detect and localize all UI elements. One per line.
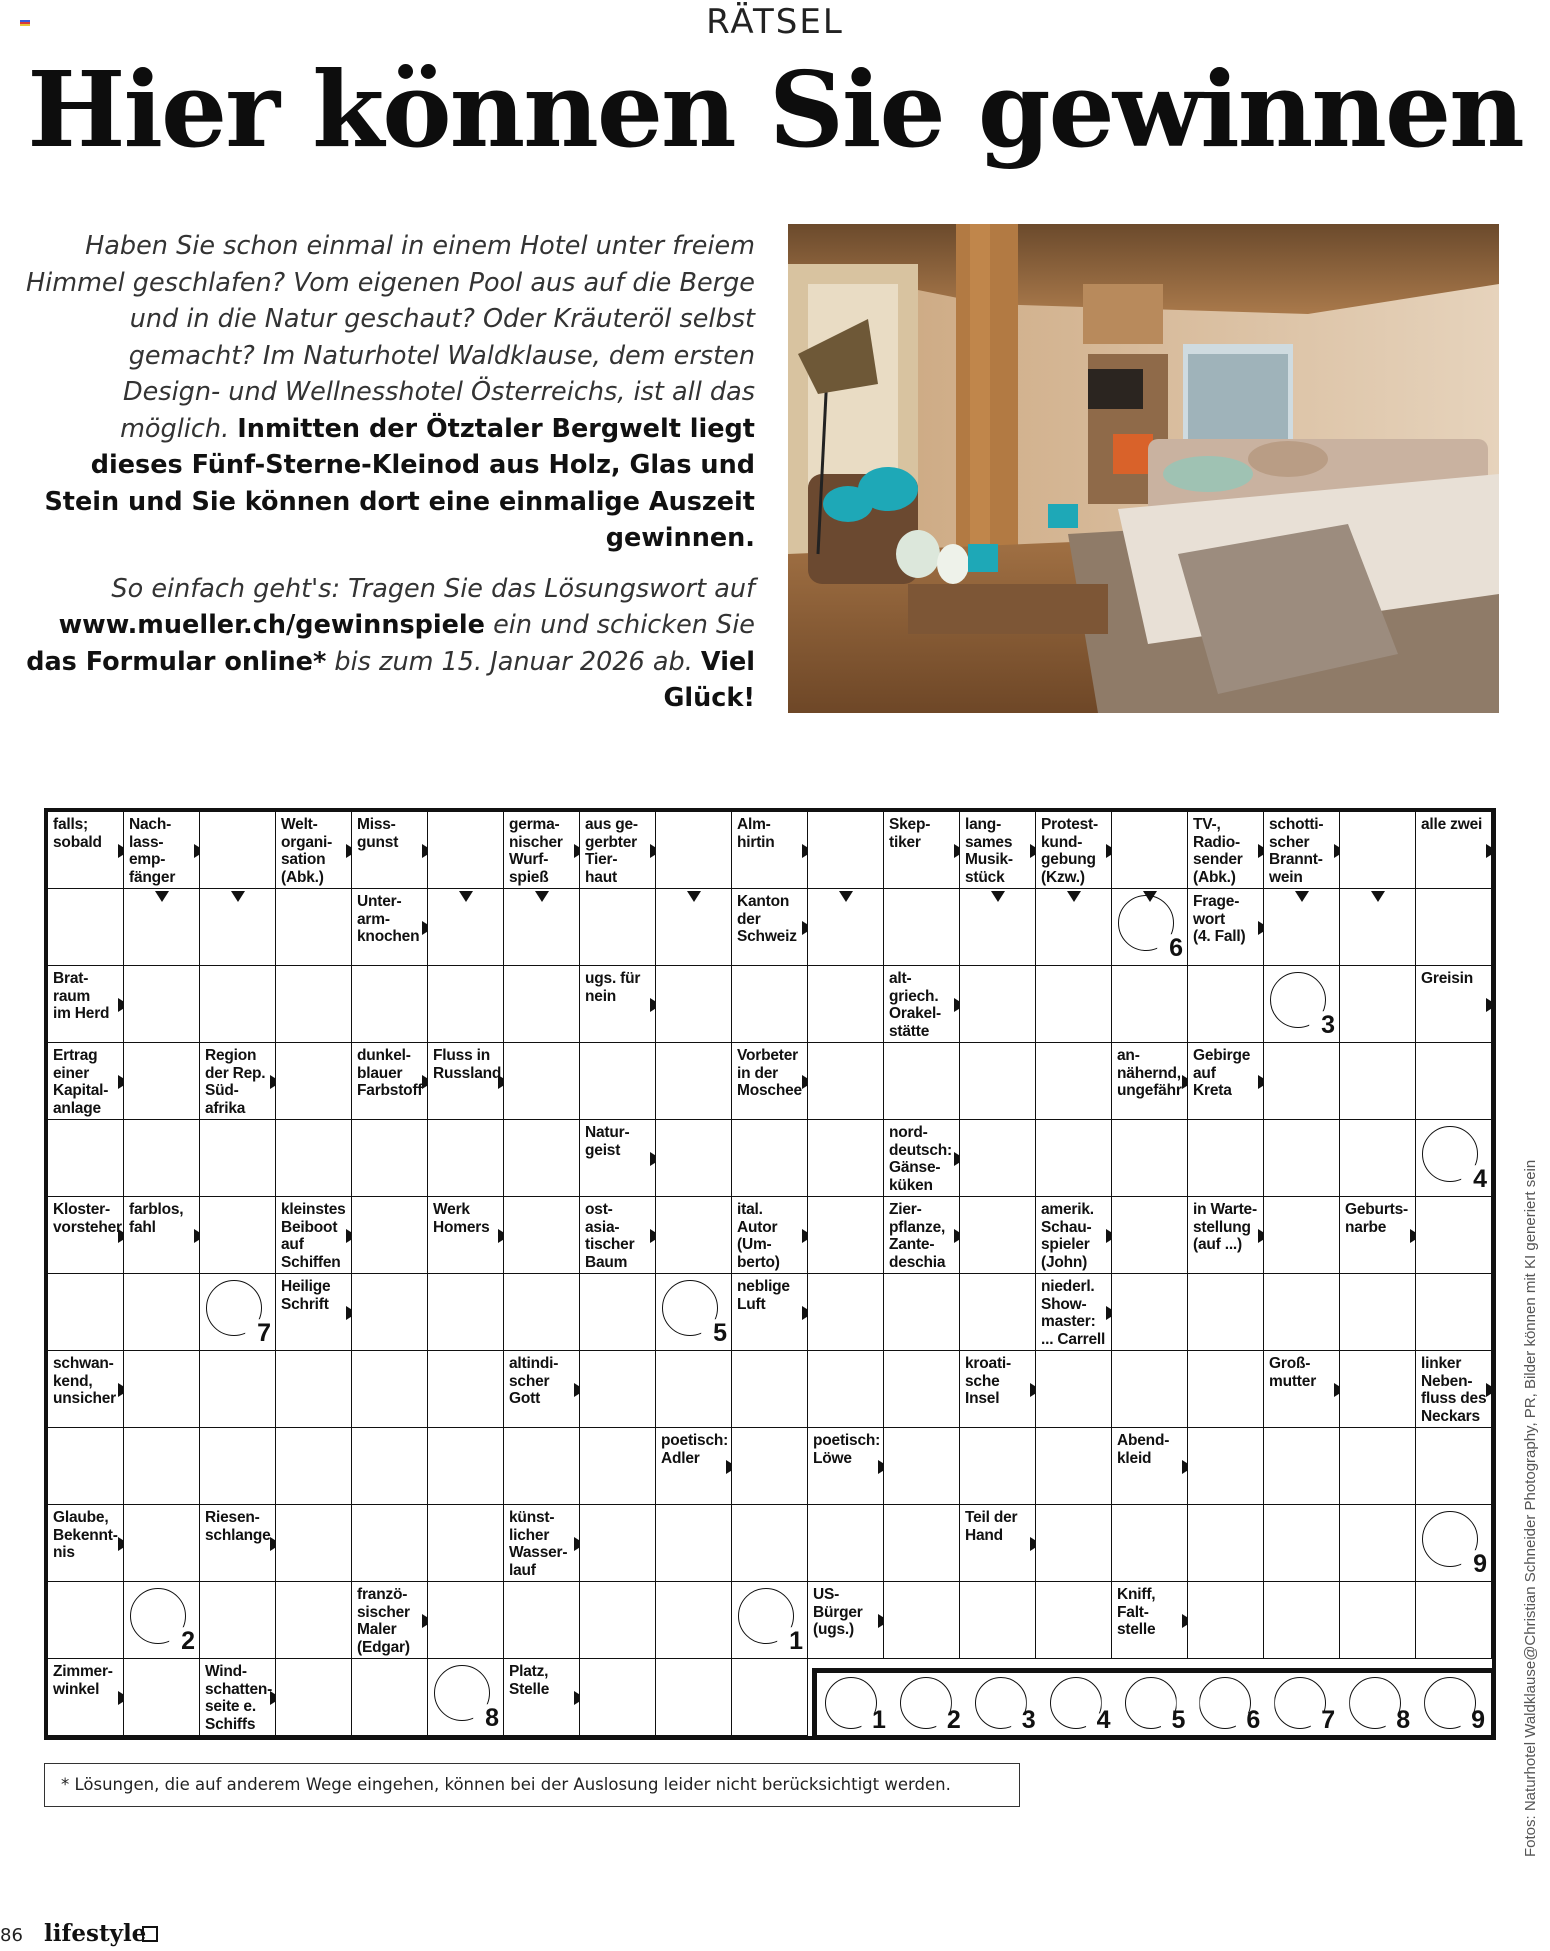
clue-cell: Glaube, Bekennt- nis bbox=[48, 1505, 124, 1582]
answer-cell[interactable] bbox=[1416, 889, 1492, 966]
clue-cell: Miss- gunst bbox=[352, 812, 428, 889]
solution-number: 2 bbox=[181, 1627, 195, 1655]
intro-bold: Inmitten der Ötztaler Bergwelt liegt dieses Fünf-Sterne-Kleinod aus Holz, Glas und Stein und Sie können dort eine einmalige Auszeit gewinnen. bbox=[44, 413, 755, 553]
arrow-down-icon bbox=[991, 891, 1005, 902]
arrow-down-icon bbox=[231, 891, 245, 902]
clue-cell: Riesen- schlange bbox=[200, 1505, 276, 1582]
solution-slot[interactable] bbox=[1042, 1673, 1117, 1735]
answer-cell[interactable] bbox=[884, 1043, 960, 1120]
clue-cell: kleinstes Beiboot auf Schiffen bbox=[276, 1197, 352, 1274]
answer-cell[interactable] bbox=[732, 1659, 808, 1736]
answer-cell[interactable] bbox=[352, 1120, 428, 1197]
solution-circle-icon bbox=[825, 1677, 877, 1729]
hotel-room-photo bbox=[788, 224, 1499, 713]
clue-cell: amerik. Schau- spieler (John) bbox=[1036, 1197, 1112, 1274]
answer-cell[interactable] bbox=[960, 1428, 1036, 1505]
solution-circle-icon bbox=[1118, 895, 1174, 951]
arrow-right-icon bbox=[1486, 1383, 1492, 1397]
solution-slot[interactable] bbox=[1416, 1673, 1491, 1735]
solution-circle-icon bbox=[1422, 1511, 1478, 1567]
answer-cell[interactable] bbox=[884, 1505, 960, 1582]
answer-cell[interactable] bbox=[200, 1274, 276, 1351]
answer-cell[interactable] bbox=[808, 1043, 884, 1120]
answer-cell[interactable] bbox=[656, 966, 732, 1043]
answer-cell[interactable] bbox=[276, 966, 352, 1043]
brand-logo: lifestyle bbox=[44, 1920, 147, 1947]
intro-plain: Haben Sie schon einmal in einem Hotel unter freiem Himmel geschlafen? Vom eigenen Pool aus auf die Berge und in die Natur geschaut? Oder Kräuteröl selbst gemacht? Im Naturhotel Waldklause, dem ersten Design- und Wellnesshotel Österreichs, ist all das möglich. bbox=[25, 231, 755, 444]
answer-cell[interactable] bbox=[1340, 1505, 1416, 1582]
answer-cell[interactable] bbox=[1036, 966, 1112, 1043]
answer-cell[interactable] bbox=[48, 1582, 124, 1659]
answer-cell[interactable] bbox=[732, 1505, 808, 1582]
clue-cell: Geburts- narbe bbox=[1340, 1197, 1416, 1274]
answer-cell[interactable] bbox=[504, 1274, 580, 1351]
answer-cell[interactable] bbox=[352, 1505, 428, 1582]
answer-cell[interactable] bbox=[1340, 1120, 1416, 1197]
answer-cell[interactable] bbox=[1036, 1043, 1112, 1120]
answer-cell[interactable] bbox=[808, 812, 884, 889]
answer-cell[interactable] bbox=[1264, 1274, 1340, 1351]
arrow-down-icon bbox=[1295, 891, 1309, 902]
clue-cell: poetisch: Löwe bbox=[808, 1428, 884, 1505]
clue-cell: schwan- kend, unsicher bbox=[48, 1351, 124, 1428]
answer-cell[interactable] bbox=[1264, 1043, 1340, 1120]
answer-cell[interactable] bbox=[428, 1505, 504, 1582]
answer-cell[interactable] bbox=[656, 1659, 732, 1736]
clue-cell: Kloster- vorsteher bbox=[48, 1197, 124, 1274]
clue-cell: Abend- kleid bbox=[1112, 1428, 1188, 1505]
answer-cell[interactable] bbox=[656, 1582, 732, 1659]
clue-cell: Region der Rep. Süd- afrika bbox=[200, 1043, 276, 1120]
solution-circle-icon bbox=[1422, 1126, 1478, 1182]
answer-cell[interactable] bbox=[580, 1351, 656, 1428]
answer-cell[interactable] bbox=[48, 1274, 124, 1351]
clue-cell: US- Bürger (ugs.) bbox=[808, 1582, 884, 1659]
clue-cell: niederl. Show- master: ... Carrell bbox=[1036, 1274, 1112, 1351]
answer-cell[interactable] bbox=[1188, 1351, 1264, 1428]
solution-slot[interactable] bbox=[1266, 1673, 1341, 1735]
answer-cell[interactable] bbox=[1340, 966, 1416, 1043]
answer-cell[interactable] bbox=[1340, 1351, 1416, 1428]
answer-cell[interactable] bbox=[504, 1120, 580, 1197]
solution-circle-icon bbox=[900, 1677, 952, 1729]
solution-number: 4 bbox=[1096, 1706, 1111, 1734]
clue-cell: ugs. für nein bbox=[580, 966, 656, 1043]
answer-cell[interactable] bbox=[732, 1351, 808, 1428]
clue-cell: altindi- scher Gott bbox=[504, 1351, 580, 1428]
footnote: * Lösungen, die auf anderem Wege eingehen, können bei der Auslosung leider nicht berücksichtigt werden. bbox=[44, 1763, 1020, 1807]
page-title: Hier können Sie gewinnen bbox=[27, 48, 1523, 171]
clue-cell: Platz, Stelle bbox=[504, 1659, 580, 1736]
solution-slot[interactable] bbox=[892, 1673, 967, 1735]
solution-number: 5 bbox=[1171, 1706, 1186, 1734]
page-number: 86 bbox=[0, 1925, 23, 1946]
arrow-down-icon bbox=[839, 891, 853, 902]
answer-cell[interactable] bbox=[428, 966, 504, 1043]
answer-cell[interactable] bbox=[48, 1120, 124, 1197]
answer-cell[interactable] bbox=[656, 1505, 732, 1582]
intro-deadline: bis zum 15. Januar 2026 ab. bbox=[334, 646, 693, 677]
answer-cell[interactable] bbox=[1264, 1120, 1340, 1197]
answer-cell[interactable] bbox=[48, 889, 124, 966]
answer-cell[interactable] bbox=[352, 1197, 428, 1274]
answer-cell[interactable] bbox=[1264, 966, 1340, 1043]
answer-cell[interactable] bbox=[1112, 1351, 1188, 1428]
answer-cell[interactable] bbox=[200, 1351, 276, 1428]
clue-cell: Frage- wort (4. Fall) bbox=[1188, 889, 1264, 966]
answer-cell[interactable] bbox=[580, 1505, 656, 1582]
answer-cell[interactable] bbox=[124, 1659, 200, 1736]
solution-number: 6 bbox=[1169, 934, 1183, 962]
solution-number: 5 bbox=[713, 1319, 727, 1347]
answer-cell[interactable] bbox=[504, 1582, 580, 1659]
answer-cell[interactable] bbox=[808, 1197, 884, 1274]
answer-cell[interactable] bbox=[808, 966, 884, 1043]
solution-slot[interactable] bbox=[1341, 1673, 1416, 1735]
clue-cell: Brat- raum im Herd bbox=[48, 966, 124, 1043]
solution-slot[interactable] bbox=[1191, 1673, 1266, 1735]
solution-number: 8 bbox=[485, 1704, 499, 1732]
answer-cell[interactable] bbox=[732, 1120, 808, 1197]
solution-slot[interactable] bbox=[967, 1673, 1042, 1735]
answer-cell[interactable] bbox=[504, 1043, 580, 1120]
answer-cell[interactable] bbox=[656, 1197, 732, 1274]
contest-link[interactable]: www.mueller.ch/gewinnspiele bbox=[58, 610, 485, 640]
answer-cell[interactable] bbox=[580, 889, 656, 966]
answer-cell[interactable] bbox=[732, 1582, 808, 1659]
answer-cell[interactable] bbox=[200, 1582, 276, 1659]
clue-cell: Kanton der Schweiz bbox=[732, 889, 808, 966]
solution-circle-icon bbox=[1125, 1677, 1177, 1729]
answer-cell[interactable] bbox=[580, 1582, 656, 1659]
clue-cell: ost- asia- tischer Baum bbox=[580, 1197, 656, 1274]
clue-cell: neblige Luft bbox=[732, 1274, 808, 1351]
answer-cell[interactable] bbox=[276, 1428, 352, 1505]
answer-cell[interactable] bbox=[276, 1582, 352, 1659]
solution-number: 1 bbox=[871, 1706, 886, 1734]
answer-cell[interactable] bbox=[276, 1351, 352, 1428]
intro-howto-2: ein und schicken Sie bbox=[493, 610, 755, 640]
answer-cell[interactable] bbox=[504, 1197, 580, 1274]
answer-cell[interactable] bbox=[1340, 1274, 1416, 1351]
answer-cell[interactable] bbox=[1112, 812, 1188, 889]
answer-cell[interactable] bbox=[124, 1351, 200, 1428]
answer-cell[interactable] bbox=[1340, 1428, 1416, 1505]
answer-cell[interactable] bbox=[124, 1274, 200, 1351]
clue-cell: Wind- schatten- seite e. Schiffs bbox=[200, 1659, 276, 1736]
clue-cell: germa- nischer Wurf- spieß bbox=[504, 812, 580, 889]
answer-cell[interactable] bbox=[124, 1505, 200, 1582]
answer-cell[interactable] bbox=[352, 1659, 428, 1736]
answer-cell[interactable] bbox=[656, 1120, 732, 1197]
answer-cell[interactable] bbox=[808, 1274, 884, 1351]
answer-cell[interactable] bbox=[1112, 1274, 1188, 1351]
answer-cell[interactable] bbox=[352, 1274, 428, 1351]
solution-circle-icon bbox=[738, 1588, 794, 1644]
arrow-down-icon bbox=[1143, 891, 1157, 902]
clue-cell: Kniff, Falt- stelle bbox=[1112, 1582, 1188, 1659]
arrow-down-icon bbox=[459, 891, 473, 902]
clue-cell: Nach- lass- emp- fänger bbox=[124, 812, 200, 889]
answer-cell[interactable] bbox=[1340, 1582, 1416, 1659]
answer-cell[interactable] bbox=[352, 966, 428, 1043]
clue-cell: aus ge- gerbter Tier- haut bbox=[580, 812, 656, 889]
clue-cell: alt- griech. Orakel- stätte bbox=[884, 966, 960, 1043]
answer-cell[interactable] bbox=[580, 1659, 656, 1736]
solution-number: 7 bbox=[1321, 1706, 1336, 1734]
solution-number: 3 bbox=[1321, 1011, 1335, 1039]
answer-cell[interactable] bbox=[960, 966, 1036, 1043]
answer-cell[interactable] bbox=[1340, 812, 1416, 889]
answer-cell[interactable] bbox=[200, 966, 276, 1043]
answer-cell[interactable] bbox=[428, 1274, 504, 1351]
answer-cell[interactable] bbox=[960, 1274, 1036, 1351]
answer-cell[interactable] bbox=[732, 966, 808, 1043]
answer-cell[interactable] bbox=[124, 1043, 200, 1120]
answer-cell[interactable] bbox=[960, 1197, 1036, 1274]
clue-cell: Vorbeter in der Moschee bbox=[732, 1043, 808, 1120]
answer-cell[interactable] bbox=[1264, 1197, 1340, 1274]
answer-cell[interactable] bbox=[200, 1428, 276, 1505]
answer-cell[interactable] bbox=[1188, 1428, 1264, 1505]
answer-cell[interactable] bbox=[1340, 1043, 1416, 1120]
answer-cell[interactable] bbox=[48, 1428, 124, 1505]
answer-cell[interactable] bbox=[1188, 1274, 1264, 1351]
answer-cell[interactable] bbox=[1416, 1582, 1492, 1659]
clue-cell: Unter- arm- knochen bbox=[352, 889, 428, 966]
solution-number: 4 bbox=[1473, 1165, 1487, 1193]
clue-cell: Protest- kund- gebung (Kzw.) bbox=[1036, 812, 1112, 889]
answer-cell[interactable] bbox=[1188, 1120, 1264, 1197]
intro-form: das Formular online* bbox=[26, 646, 327, 677]
answer-cell[interactable] bbox=[1188, 1505, 1264, 1582]
answer-cell[interactable] bbox=[884, 1428, 960, 1505]
answer-cell[interactable] bbox=[884, 889, 960, 966]
solution-number: 7 bbox=[257, 1319, 271, 1347]
clue-cell: Ertrag einer Kapital- anlage bbox=[48, 1043, 124, 1120]
answer-cell[interactable] bbox=[656, 1351, 732, 1428]
answer-cell[interactable] bbox=[732, 1428, 808, 1505]
intro-luck: Viel Glück! bbox=[663, 646, 755, 713]
clue-cell: nord- deutsch: Gänse- küken bbox=[884, 1120, 960, 1197]
solution-circle-icon bbox=[1199, 1677, 1251, 1729]
answer-cell[interactable] bbox=[1416, 1043, 1492, 1120]
answer-cell[interactable] bbox=[200, 812, 276, 889]
answer-cell[interactable] bbox=[808, 1505, 884, 1582]
answer-cell[interactable] bbox=[428, 1428, 504, 1505]
answer-cell[interactable] bbox=[276, 889, 352, 966]
clue-cell: künst- licher Wasser- lauf bbox=[504, 1505, 580, 1582]
clue-cell: farblos, fahl bbox=[124, 1197, 200, 1274]
answer-cell[interactable] bbox=[960, 1582, 1036, 1659]
solution-number: 3 bbox=[1021, 1706, 1036, 1734]
clue-cell: Welt- organi- sation (Abk.) bbox=[276, 812, 352, 889]
clue-cell: Greisin bbox=[1416, 966, 1492, 1043]
arrow-down-icon bbox=[687, 891, 701, 902]
clue-cell: Heilige Schrift bbox=[276, 1274, 352, 1351]
answer-cell[interactable] bbox=[352, 1351, 428, 1428]
answer-cell[interactable] bbox=[1112, 1505, 1188, 1582]
arrow-right-icon bbox=[1486, 844, 1492, 858]
answer-cell[interactable] bbox=[1416, 1428, 1492, 1505]
answer-cell[interactable] bbox=[428, 1120, 504, 1197]
clue-cell: dunkel- blauer Farbstoff bbox=[352, 1043, 428, 1120]
answer-cell[interactable] bbox=[656, 1043, 732, 1120]
answer-cell[interactable] bbox=[1188, 1582, 1264, 1659]
answer-cell[interactable] bbox=[1264, 1505, 1340, 1582]
answer-cell[interactable] bbox=[1416, 1120, 1492, 1197]
answer-cell[interactable] bbox=[428, 812, 504, 889]
clue-cell: Fluss in Russland bbox=[428, 1043, 504, 1120]
answer-cell[interactable] bbox=[1112, 1197, 1188, 1274]
solution-number: 8 bbox=[1396, 1706, 1411, 1734]
section-label: RÄTSEL bbox=[706, 2, 844, 42]
arrow-down-icon bbox=[155, 891, 169, 902]
answer-cell[interactable] bbox=[276, 1659, 352, 1736]
solution-circle-icon bbox=[1050, 1677, 1102, 1729]
solution-circle-icon bbox=[662, 1280, 718, 1336]
clue-cell: franzö- sischer Maler (Edgar) bbox=[352, 1582, 428, 1659]
clue-cell: kroati- sche Insel bbox=[960, 1351, 1036, 1428]
answer-cell[interactable] bbox=[1112, 966, 1188, 1043]
clue-cell: lang- sames Musik- stück bbox=[960, 812, 1036, 889]
clue-cell: falls; sobald bbox=[48, 812, 124, 889]
answer-cell[interactable] bbox=[1036, 1428, 1112, 1505]
clue-cell: in Warte- stellung (auf ...) bbox=[1188, 1197, 1264, 1274]
answer-cell[interactable] bbox=[124, 1428, 200, 1505]
answer-cell[interactable] bbox=[580, 1043, 656, 1120]
answer-cell[interactable] bbox=[960, 1120, 1036, 1197]
answer-cell[interactable] bbox=[960, 1043, 1036, 1120]
solution-number: 2 bbox=[946, 1706, 961, 1734]
answer-cell[interactable] bbox=[884, 1582, 960, 1659]
solution-slot[interactable] bbox=[1117, 1673, 1192, 1735]
solution-number: 6 bbox=[1246, 1706, 1261, 1734]
answer-cell[interactable] bbox=[428, 1659, 504, 1736]
answer-cell[interactable] bbox=[1188, 966, 1264, 1043]
clue-cell: poetisch: Adler bbox=[656, 1428, 732, 1505]
answer-cell[interactable] bbox=[352, 1428, 428, 1505]
answer-cell[interactable] bbox=[1416, 1274, 1492, 1351]
answer-cell[interactable] bbox=[1112, 1120, 1188, 1197]
solution-circle-icon bbox=[130, 1588, 186, 1644]
solution-number: 9 bbox=[1473, 1550, 1487, 1578]
answer-cell[interactable] bbox=[1416, 1505, 1492, 1582]
clue-cell: alle zwei bbox=[1416, 812, 1492, 889]
solution-circle-icon bbox=[434, 1665, 490, 1721]
clue-cell: ital. Autor (Um- berto) bbox=[732, 1197, 808, 1274]
solution-circle-icon bbox=[1349, 1677, 1401, 1729]
answer-cell[interactable] bbox=[808, 1351, 884, 1428]
arrow-down-icon bbox=[1067, 891, 1081, 902]
answer-cell[interactable] bbox=[276, 1120, 352, 1197]
clue-cell: Zimmer- winkel bbox=[48, 1659, 124, 1736]
clue-cell: Gebirge auf Kreta bbox=[1188, 1043, 1264, 1120]
solution-bar bbox=[812, 1668, 1496, 1740]
answer-cell[interactable] bbox=[428, 1351, 504, 1428]
answer-cell[interactable] bbox=[1416, 1197, 1492, 1274]
clue-cell: Groß- mutter bbox=[1264, 1351, 1340, 1428]
clue-cell: Zier- pflanze, Zante- deschia bbox=[884, 1197, 960, 1274]
answer-cell[interactable] bbox=[656, 1274, 732, 1351]
answer-cell[interactable] bbox=[200, 1197, 276, 1274]
answer-cell[interactable] bbox=[276, 1043, 352, 1120]
solution-circle-icon bbox=[975, 1677, 1027, 1729]
answer-cell[interactable] bbox=[656, 812, 732, 889]
answer-cell[interactable] bbox=[808, 1120, 884, 1197]
answer-cell[interactable] bbox=[200, 1120, 276, 1197]
answer-cell[interactable] bbox=[428, 1582, 504, 1659]
solution-number: 1 bbox=[789, 1627, 803, 1655]
clue-cell: Skep- tiker bbox=[884, 812, 960, 889]
answer-cell[interactable] bbox=[1036, 1120, 1112, 1197]
answer-cell[interactable] bbox=[884, 1351, 960, 1428]
clue-cell: Natur- geist bbox=[580, 1120, 656, 1197]
arrow-down-icon bbox=[1371, 891, 1385, 902]
solution-circle-icon bbox=[1270, 972, 1326, 1028]
answer-cell[interactable] bbox=[1036, 1351, 1112, 1428]
answer-cell[interactable] bbox=[1036, 1505, 1112, 1582]
answer-cell[interactable] bbox=[1264, 1428, 1340, 1505]
intro-howto: So einfach geht's: Tragen Sie das Lösungswort auf bbox=[111, 573, 755, 604]
arrow-down-icon bbox=[535, 891, 549, 902]
answer-cell[interactable] bbox=[504, 1428, 580, 1505]
answer-cell[interactable] bbox=[884, 1274, 960, 1351]
solution-slot[interactable] bbox=[817, 1673, 892, 1735]
clue-cell: Alm- hirtin bbox=[732, 812, 808, 889]
answer-cell[interactable] bbox=[124, 1582, 200, 1659]
clue-cell: Teil der Hand bbox=[960, 1505, 1036, 1582]
clue-cell: linker Neben- fluss des Neckars bbox=[1416, 1351, 1492, 1428]
clue-cell: schotti- scher Brannt- wein bbox=[1264, 812, 1340, 889]
intro-text bbox=[25, 228, 755, 717]
clue-cell: Werk Homers bbox=[428, 1197, 504, 1274]
clue-cell: an- nähernd, ungefähr bbox=[1112, 1043, 1188, 1120]
answer-cell[interactable] bbox=[124, 966, 200, 1043]
solution-circle-icon bbox=[1274, 1677, 1326, 1729]
answer-cell[interactable] bbox=[1036, 1582, 1112, 1659]
star-icon bbox=[142, 1926, 158, 1942]
answer-cell[interactable] bbox=[276, 1505, 352, 1582]
answer-cell[interactable] bbox=[504, 966, 580, 1043]
solution-circle-icon bbox=[1424, 1677, 1476, 1729]
arrow-right-icon bbox=[1486, 998, 1492, 1012]
solution-circle-icon bbox=[206, 1280, 262, 1336]
crossword-grid bbox=[44, 808, 1496, 1740]
solution-number: 9 bbox=[1471, 1706, 1485, 1734]
answer-cell[interactable] bbox=[580, 1274, 656, 1351]
clue-cell: TV-, Radio- sender (Abk.) bbox=[1188, 812, 1264, 889]
answer-cell[interactable] bbox=[124, 1120, 200, 1197]
answer-cell[interactable] bbox=[580, 1428, 656, 1505]
answer-cell[interactable] bbox=[1264, 1582, 1340, 1659]
